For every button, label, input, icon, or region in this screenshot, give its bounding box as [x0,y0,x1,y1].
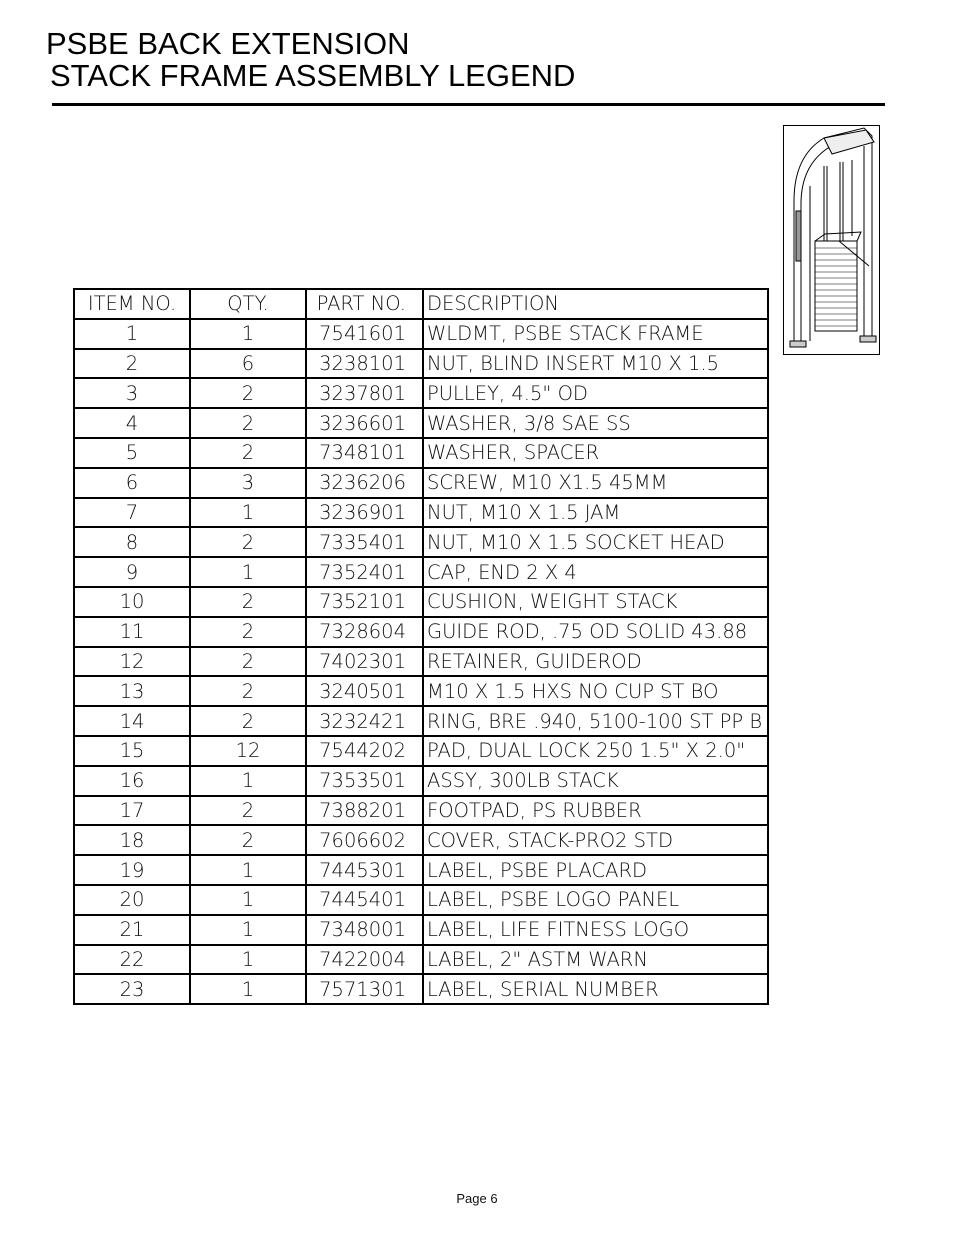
cell-qty: 1 [190,915,306,945]
table-header-row [74,289,768,319]
cell-part-no: 7335401 [306,527,423,557]
table-row [74,408,768,438]
cell-qty: 2 [190,647,306,677]
cell-part-no: 3240501 [306,676,423,706]
cell-description: SCREW, M10 X1.5 45MM [423,468,768,498]
cell-item-no: 12 [74,647,190,677]
cell-part-no: 7328604 [306,617,423,647]
cell-description: WASHER, 3/8 SAE SS [423,408,768,438]
cell-qty: 2 [190,378,306,408]
cell-description: LABEL, SERIAL NUMBER [423,974,768,1004]
cell-qty: 2 [190,587,306,617]
header-item-no: ITEM NO. [74,289,190,319]
cell-part-no: 3232421 [306,706,423,736]
cell-item-no: 18 [74,825,190,855]
cell-part-no: 7606602 [306,825,423,855]
cell-part-no: 7348001 [306,915,423,945]
page-number: Page 6 [456,1191,498,1206]
cell-description: ASSY, 300LB STACK [423,766,768,796]
parts-legend-table [73,288,769,1005]
table-row [74,349,768,379]
cell-part-no: 7352101 [306,587,423,617]
cell-description: RING, BRE .940, 5100-100 ST PP B [423,706,768,736]
table-row [74,915,768,945]
cell-qty: 1 [190,885,306,915]
cell-description: WASHER, SPACER [423,438,768,468]
table-row [74,557,768,587]
cell-description: CUSHION, WEIGHT STACK [423,587,768,617]
cell-item-no: 15 [74,736,190,766]
cell-part-no: 7388201 [306,796,423,826]
cell-qty: 2 [190,408,306,438]
cell-qty: 2 [190,617,306,647]
cell-qty: 2 [190,796,306,826]
cell-item-no: 10 [74,587,190,617]
cell-description: PAD, DUAL LOCK 250 1.5" X 2.0" [423,736,768,766]
cell-part-no: 3237801 [306,378,423,408]
cell-qty: 2 [190,676,306,706]
cell-item-no: 14 [74,706,190,736]
cell-qty: 2 [190,527,306,557]
cell-item-no: 3 [74,378,190,408]
cell-item-no: 8 [74,527,190,557]
table-row [74,617,768,647]
cell-description: NUT, BLIND INSERT M10 X 1.5 [423,349,768,379]
header-qty: QTY. [190,289,306,319]
cell-part-no: 7544202 [306,736,423,766]
cell-item-no: 6 [74,468,190,498]
table-row [74,527,768,557]
cell-qty: 6 [190,349,306,379]
title-line-2: STACK FRAME ASSEMBLY LEGEND [50,58,576,93]
cell-item-no: 7 [74,498,190,528]
cell-part-no: 3236601 [306,408,423,438]
table-row [74,319,768,349]
cell-item-no: 19 [74,855,190,885]
cell-qty: 1 [190,498,306,528]
cell-part-no: 3238101 [306,349,423,379]
table-row [74,945,768,975]
cell-item-no: 20 [74,885,190,915]
cell-item-no: 1 [74,319,190,349]
cell-description: CAP, END 2 X 4 [423,557,768,587]
table-row [74,974,768,1004]
cell-description: WLDMT, PSBE STACK FRAME [423,319,768,349]
table-row [74,498,768,528]
table-row [74,676,768,706]
table-row [74,378,768,408]
title-divider [52,103,885,106]
cell-qty: 2 [190,438,306,468]
cell-qty: 1 [190,974,306,1004]
cell-description: NUT, M10 X 1.5 SOCKET HEAD [423,527,768,557]
table-row [74,825,768,855]
cell-description: COVER, STACK-PRO2 STD [423,825,768,855]
table-row [74,855,768,885]
cell-part-no: 7422004 [306,945,423,975]
cell-description: FOOTPAD, PS RUBBER [423,796,768,826]
table-row [74,736,768,766]
cell-part-no: 3236206 [306,468,423,498]
cell-item-no: 5 [74,438,190,468]
cell-qty: 1 [190,557,306,587]
cell-item-no: 4 [74,408,190,438]
cell-description: LABEL, 2" ASTM WARN [423,945,768,975]
cell-description: RETAINER, GUIDEROD [423,647,768,677]
table-row [74,438,768,468]
table-row [74,706,768,736]
cell-qty: 3 [190,468,306,498]
cell-item-no: 21 [74,915,190,945]
cell-description: NUT, M10 X 1.5 JAM [423,498,768,528]
cell-part-no: 7541601 [306,319,423,349]
cell-qty: 1 [190,319,306,349]
cell-part-no: 7445301 [306,855,423,885]
cell-item-no: 16 [74,766,190,796]
table-row [74,885,768,915]
weight-stack-machine-icon [784,126,879,354]
cell-item-no: 22 [74,945,190,975]
cell-description: GUIDE ROD, .75 OD SOLID 43.88 [423,617,768,647]
cell-qty: 1 [190,855,306,885]
cell-description: LABEL, LIFE FITNESS LOGO [423,915,768,945]
stack-frame-illustration [783,125,880,355]
cell-part-no: 7353501 [306,766,423,796]
cell-item-no: 2 [74,349,190,379]
page-title [46,28,575,92]
cell-qty: 12 [190,736,306,766]
cell-qty: 2 [190,825,306,855]
cell-qty: 2 [190,706,306,736]
cell-description: LABEL, PSBE LOGO PANEL [423,885,768,915]
cell-description: M10 X 1.5 HXS NO CUP ST BO [423,676,768,706]
table-row [74,468,768,498]
header-part-no: PART NO. [306,289,423,319]
cell-item-no: 23 [74,974,190,1004]
cell-item-no: 11 [74,617,190,647]
cell-qty: 1 [190,945,306,975]
cell-description: LABEL, PSBE PLACARD [423,855,768,885]
cell-part-no: 7445401 [306,885,423,915]
cell-part-no: 7348101 [306,438,423,468]
table-row [74,647,768,677]
table-row [74,587,768,617]
header-description: DESCRIPTION [423,289,768,319]
cell-description: PULLEY, 4.5" OD [423,378,768,408]
cell-item-no: 13 [74,676,190,706]
cell-part-no: 7402301 [306,647,423,677]
cell-part-no: 7352401 [306,557,423,587]
cell-qty: 1 [190,766,306,796]
table-row [74,766,768,796]
table-row [74,796,768,826]
cell-item-no: 9 [74,557,190,587]
title-line-1: PSBE BACK EXTENSION [46,26,410,61]
cell-part-no: 7571301 [306,974,423,1004]
cell-part-no: 3236901 [306,498,423,528]
cell-item-no: 17 [74,796,190,826]
